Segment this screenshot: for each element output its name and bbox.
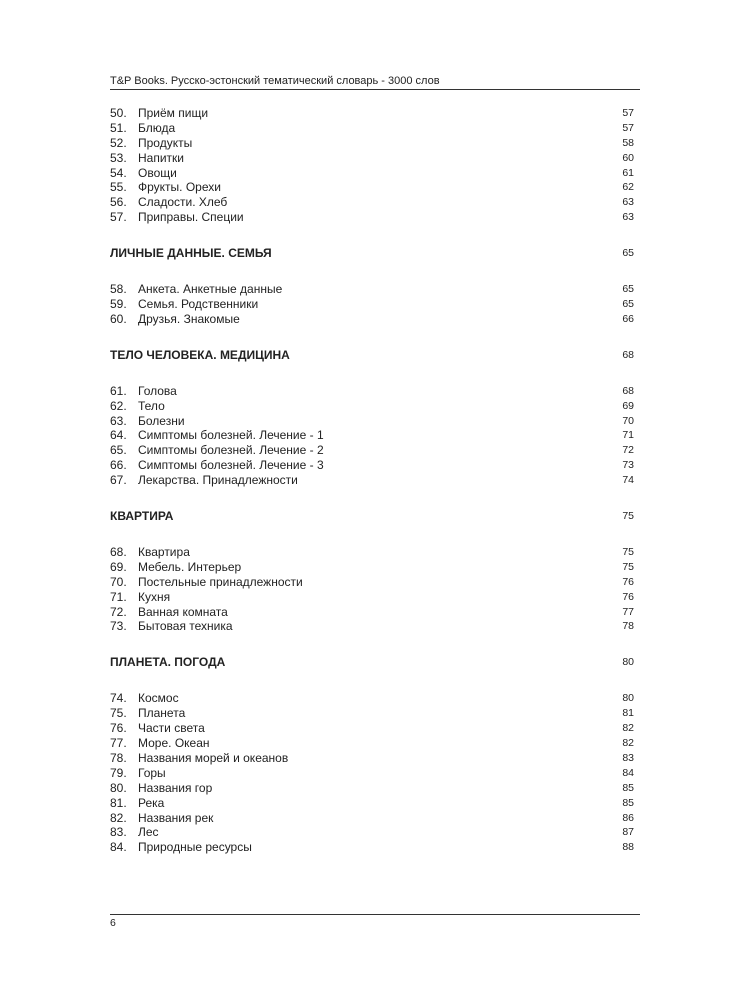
toc-entry-title: Анкета. Анкетные данные xyxy=(138,282,283,297)
toc-entry-title: Напитки xyxy=(138,150,184,165)
toc-entry-title: Блюда xyxy=(138,120,176,135)
toc-entry-page: 66 xyxy=(622,312,634,325)
toc-entry-title: Симптомы болезней. Лечение - 1 xyxy=(138,428,324,443)
toc-entry[interactable] xyxy=(110,825,634,840)
toc-entry-title: Космос xyxy=(138,691,179,706)
toc-entry-number: 82. xyxy=(110,810,127,825)
toc-entry-title: Постельные принадлежности xyxy=(138,574,303,589)
toc-entry-page: 65 xyxy=(622,283,634,296)
toc-entry[interactable] xyxy=(110,619,634,634)
toc-entry[interactable] xyxy=(110,736,634,751)
toc-entry[interactable] xyxy=(110,473,634,488)
toc-entry-page: 82 xyxy=(622,722,634,735)
toc-entry-title: Река xyxy=(138,795,165,810)
toc-entry-page: 62 xyxy=(622,181,634,194)
toc-entry-number: 75. xyxy=(110,706,127,721)
toc-entry[interactable] xyxy=(110,297,634,312)
toc-entry[interactable] xyxy=(110,751,634,766)
toc-entry-page: 57 xyxy=(622,107,634,119)
toc-entry-number: 84. xyxy=(110,840,127,855)
table-of-contents xyxy=(110,106,634,855)
toc-section-apartment xyxy=(110,508,634,634)
toc-entry-number: 51. xyxy=(110,120,127,135)
toc-entry-number: 80. xyxy=(110,780,127,795)
toc-entry-page: 75 xyxy=(622,560,634,573)
toc-entry-page: 63 xyxy=(622,211,634,224)
toc-entry[interactable] xyxy=(110,166,634,181)
toc-entry-number: 69. xyxy=(110,559,127,574)
toc-entry-number: 76. xyxy=(110,721,127,736)
running-header: T&P Books. Русско-эстонский тематический словарь - 3000 слов xyxy=(110,75,440,87)
section-heading[interactable] xyxy=(110,654,634,670)
toc-entry-page: 88 xyxy=(622,841,634,854)
toc-entry-number: 52. xyxy=(110,135,127,150)
toc-entry-page: 61 xyxy=(622,166,634,179)
toc-entry[interactable] xyxy=(110,575,634,590)
toc-entry[interactable] xyxy=(110,136,634,151)
toc-entry[interactable] xyxy=(110,106,634,121)
toc-entry[interactable] xyxy=(110,180,634,195)
section-heading[interactable] xyxy=(110,245,634,261)
toc-entry-number: 54. xyxy=(110,165,127,180)
toc-entry-page: 84 xyxy=(622,766,634,779)
toc-entry-number: 62. xyxy=(110,398,127,413)
toc-entry-title: Лекарства. Принадлежности xyxy=(138,473,298,488)
toc-section-personal-data xyxy=(110,245,634,327)
toc-entry[interactable] xyxy=(110,590,634,605)
section-heading-title: ТЕЛО ЧЕЛОВЕКА. МЕДИЦИНА xyxy=(110,347,290,362)
section-heading[interactable] xyxy=(110,347,634,363)
toc-entry-number: 77. xyxy=(110,736,127,751)
toc-entry-number: 56. xyxy=(110,195,127,210)
section-heading-title: ЛИЧНЫЕ ДАННЫЕ. СЕМЬЯ xyxy=(110,246,272,261)
toc-section-planet-weather xyxy=(110,654,634,855)
toc-entry[interactable] xyxy=(110,414,634,429)
toc-entry-page: 82 xyxy=(622,737,634,750)
section-heading-title: КВАРТИРА xyxy=(110,509,174,524)
toc-entry[interactable] xyxy=(110,545,634,560)
toc-entry-title: Симптомы болезней. Лечение - 2 xyxy=(138,443,324,458)
toc-entry-page: 74 xyxy=(622,474,634,487)
toc-entry[interactable] xyxy=(110,384,634,399)
toc-entry-number: 61. xyxy=(110,383,127,398)
toc-entry-title: Бытовая техника xyxy=(138,619,233,634)
toc-entry-title: Болезни xyxy=(138,413,185,428)
section-heading-title: ПЛАНЕТА. ПОГОДА xyxy=(110,655,226,670)
toc-entry-number: 60. xyxy=(110,311,127,326)
toc-entry-title: Кухня xyxy=(138,589,171,604)
toc-entry-page: 78 xyxy=(622,620,634,633)
toc-entry-page: 71 xyxy=(622,429,634,442)
toc-entry[interactable] xyxy=(110,458,634,473)
toc-entry[interactable] xyxy=(110,840,634,855)
toc-entry-page: 57 xyxy=(622,121,634,134)
toc-entry[interactable] xyxy=(110,399,634,414)
section-heading[interactable] xyxy=(110,508,634,524)
toc-entry-title: Ванная комната xyxy=(138,604,228,619)
toc-entry-title: Тело xyxy=(138,398,165,413)
toc-entry-number: 65. xyxy=(110,443,127,458)
toc-entry[interactable] xyxy=(110,605,634,620)
toc-entry[interactable] xyxy=(110,443,634,458)
toc-entry-number: 64. xyxy=(110,428,127,443)
toc-entry-number: 73. xyxy=(110,619,127,634)
toc-entry-page: 77 xyxy=(622,605,634,618)
toc-entry[interactable] xyxy=(110,706,634,721)
toc-entry-page: 60 xyxy=(622,151,634,164)
toc-entry-number: 83. xyxy=(110,825,127,840)
toc-entry-number: 63. xyxy=(110,413,127,428)
toc-intro-group xyxy=(110,106,634,225)
toc-entry-number: 66. xyxy=(110,458,127,473)
toc-entry[interactable] xyxy=(110,195,634,210)
toc-entry[interactable] xyxy=(110,796,634,811)
toc-entry-title: Семья. Родственники xyxy=(138,297,259,312)
toc-entry-title: Голова xyxy=(138,383,177,398)
toc-entry-page: 83 xyxy=(622,751,634,764)
section-heading-page: 75 xyxy=(622,510,634,523)
toc-entry-page: 73 xyxy=(622,459,634,472)
toc-entry-page: 70 xyxy=(622,414,634,427)
toc-entry-title: Планета xyxy=(138,706,186,721)
toc-entry-number: 55. xyxy=(110,180,127,195)
toc-entry-number: 57. xyxy=(110,210,127,225)
toc-entry[interactable] xyxy=(110,781,634,796)
toc-entry-number: 81. xyxy=(110,795,127,810)
toc-entry[interactable] xyxy=(110,282,634,297)
toc-entry-page: 85 xyxy=(622,796,634,809)
page-number: 6 xyxy=(110,917,116,929)
toc-entry-number: 79. xyxy=(110,765,127,780)
toc-entry[interactable] xyxy=(110,691,634,706)
toc-entry-title: Квартира xyxy=(138,545,190,560)
toc-entry-page: 76 xyxy=(622,575,634,588)
toc-entry[interactable] xyxy=(110,766,634,781)
section-heading-page: 68 xyxy=(622,348,634,361)
toc-entry-title: Симптомы болезней. Лечение - 3 xyxy=(138,458,324,473)
toc-entry-title: Приём пищи xyxy=(138,106,209,120)
toc-entry-number: 50. xyxy=(110,106,127,120)
toc-entry-title: Названия морей и океанов xyxy=(138,750,289,765)
toc-section-human-body xyxy=(110,347,634,488)
toc-entry-page: 63 xyxy=(622,196,634,209)
toc-entry[interactable] xyxy=(110,721,634,736)
toc-entry-page: 80 xyxy=(622,692,634,705)
toc-entry[interactable] xyxy=(110,811,634,826)
toc-entry-number: 71. xyxy=(110,589,127,604)
toc-entry-title: Приправы. Специи xyxy=(138,210,244,225)
toc-entry[interactable] xyxy=(110,210,634,225)
toc-entry-number: 58. xyxy=(110,282,127,297)
toc-entry[interactable] xyxy=(110,560,634,575)
toc-entry-number: 72. xyxy=(110,604,127,619)
toc-entry-title: Природные ресурсы xyxy=(138,840,252,855)
toc-entry-title: Овощи xyxy=(138,165,177,180)
toc-entry[interactable] xyxy=(110,151,634,166)
toc-entry-page: 76 xyxy=(622,590,634,603)
toc-entry[interactable] xyxy=(110,121,634,136)
section-heading-page: 65 xyxy=(622,247,634,260)
toc-entry[interactable] xyxy=(110,312,634,327)
toc-entry-page: 85 xyxy=(622,781,634,794)
toc-entry-title: Лес xyxy=(138,825,159,840)
toc-entry-page: 86 xyxy=(622,811,634,824)
toc-entry-number: 74. xyxy=(110,691,127,706)
toc-entry-number: 70. xyxy=(110,574,127,589)
toc-entry-number: 68. xyxy=(110,545,127,560)
toc-entry-title: Части света xyxy=(138,721,205,736)
toc-entry-title: Сладости. Хлеб xyxy=(138,195,228,210)
toc-entry-page: 87 xyxy=(622,826,634,839)
toc-entry-page: 72 xyxy=(622,444,634,457)
toc-entry-title: Мебель. Интерьер xyxy=(138,559,242,574)
toc-entry-number: 59. xyxy=(110,297,127,312)
footer-divider xyxy=(110,914,640,915)
header-divider xyxy=(110,89,640,90)
toc-entry-number: 78. xyxy=(110,750,127,765)
toc-entry-title: Названия рек xyxy=(138,810,214,825)
toc-entry-page: 58 xyxy=(622,136,634,149)
toc-entry-page: 75 xyxy=(622,546,634,559)
toc-entry-page: 65 xyxy=(622,298,634,311)
toc-entry-title: Фрукты. Орехи xyxy=(138,180,221,195)
toc-entry-page: 68 xyxy=(622,384,634,397)
toc-entry-page: 81 xyxy=(622,707,634,720)
section-heading-page: 80 xyxy=(622,656,634,669)
toc-entry[interactable] xyxy=(110,428,634,443)
toc-entry-title: Море. Океан xyxy=(138,736,210,751)
toc-entry-title: Продукты xyxy=(138,135,193,150)
toc-entry-number: 67. xyxy=(110,473,127,488)
toc-entry-title: Друзья. Знакомые xyxy=(138,311,240,326)
toc-entry-number: 53. xyxy=(110,150,127,165)
toc-entry-title: Горы xyxy=(138,765,166,780)
toc-entry-title: Названия гор xyxy=(138,780,213,795)
toc-entry-page: 69 xyxy=(622,399,634,412)
